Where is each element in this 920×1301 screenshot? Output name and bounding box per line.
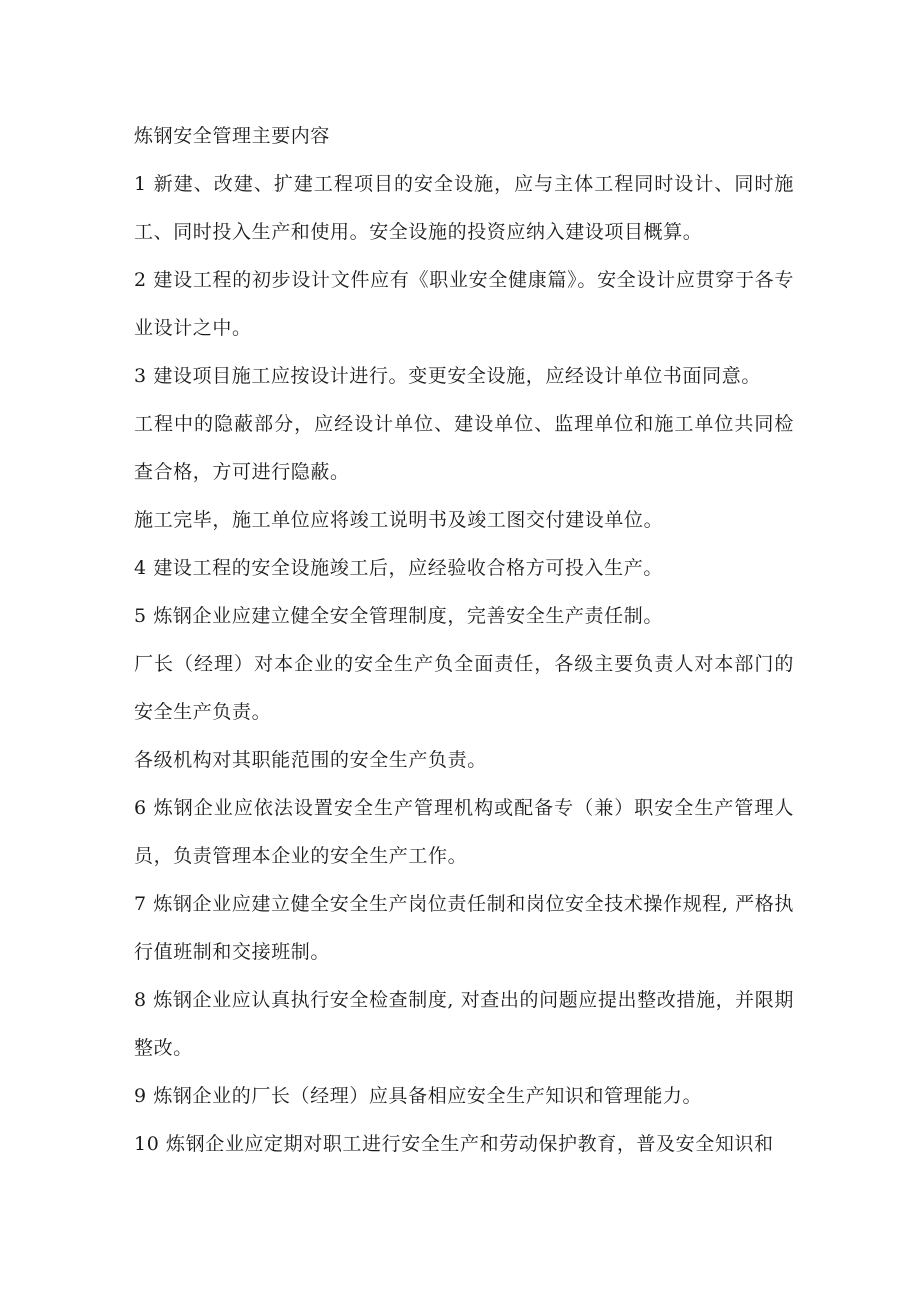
paragraph-4: 4 建设工程的安全设施竣工后，应经验收合格方可投入生产。 xyxy=(134,557,663,579)
document-body xyxy=(134,112,794,1168)
paragraph-10: 10 炼钢企业应定期对职工进行安全生产和劳动保护教育，普及安全知识和 xyxy=(134,1133,774,1155)
paragraph-3-hidden-parts: 工程中的隐蔽部分，应经设计单位、建设单位、监理单位和施工单位共同检查合格，方可进行隐蔽。 xyxy=(134,413,794,483)
paragraph-9: 9 炼钢企业的厂长（经理）应具备相应安全生产知识和管理能力。 xyxy=(134,1085,703,1107)
paragraph-5-director: 厂长（经理）对本企业的安全生产负全面责任，各级主要负责人对本部门的安全生产负责。 xyxy=(134,653,794,723)
paragraph-3-completion: 施工完毕，施工单位应将竣工说明书及竣工图交付建设单位。 xyxy=(134,509,664,531)
paragraph-5-agencies: 各级机构对其职能范围的安全生产负责。 xyxy=(134,749,487,771)
paragraph-2: 2 建设工程的初步设计文件应有《职业安全健康篇》。安全设计应贯穿于各专业设计之中。 xyxy=(134,269,794,339)
paragraph-5: 5 炼钢企业应建立健全安全管理制度，完善安全生产责任制。 xyxy=(134,605,663,627)
paragraph-3: 3 建设项目施工应按设计进行。变更安全设施，应经设计单位书面同意。 xyxy=(134,365,761,387)
paragraph-8: 8 炼钢企业应认真执行安全检查制度, 对查出的问题应提出整改措施，并限期整改。 xyxy=(134,989,794,1059)
paragraph-1: 1 新建、改建、扩建工程项目的安全设施，应与主体工程同时设计、同时施工、同时投入生产和使用。安全设施的投资应纳入建设项目概算。 xyxy=(134,173,794,243)
paragraph-7: 7 炼钢企业应建立健全安全生产岗位责任制和岗位安全技术操作规程, 严格执行值班制和交接班制。 xyxy=(134,893,794,963)
document-title: 炼钢安全管理主要内容 xyxy=(134,125,331,147)
paragraph-6: 6 炼钢企业应依法设置安全生产管理机构或配备专（兼）职安全生产管理人员，负责管理本企业的安全生产工作。 xyxy=(134,797,794,867)
